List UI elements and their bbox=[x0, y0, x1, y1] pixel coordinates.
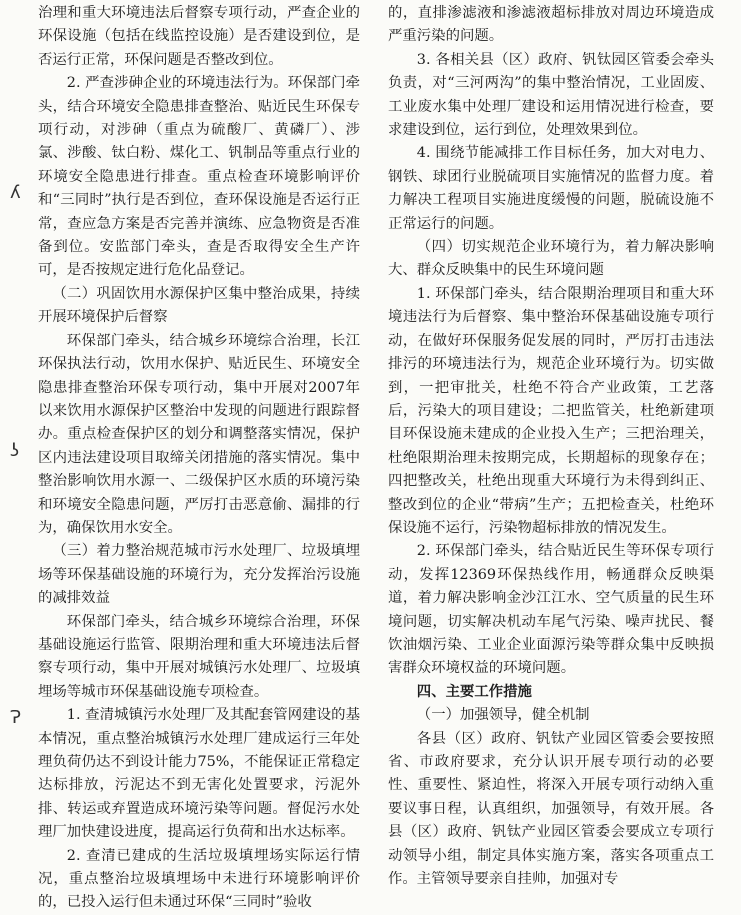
paragraph: 治理和重大环境违法后督察专项行动，严查企业的环保设施（包括在线监控设施）是否建设到位，是否运行正常，环保问题是否整改到位。 bbox=[38, 5, 360, 68]
right-column bbox=[388, 2, 714, 894]
paragraph: 4. 围绕节能减排工作目标任务，加大对电力、钢铁、球团行业脱硫项目实施情况的监督力度。着力解决工程项目实施进度缓慢的问题，脱硫设施不正常运行的问题。 bbox=[388, 145, 714, 232]
paragraph: 各县（区）政府、钒钛产业园区管委会要按照省、市政府要求，充分认识开展专项行动的必要性、重要性、紧迫性，将深入开展专项行动纳入重要议事日程，认真组织，加强领导，有效开展。各县（区）政府、钒钛产业园区管委会要成立专项行动领导小组，制定具体实施方案，落实各项重点工作。主管领导要亲自挂帅，加强对专 bbox=[388, 730, 714, 888]
paragraph: 2. 查清已建成的生活垃圾填埋场实际运行情况，重点整治垃圾填埋场中未进行环境影响评价的，已投入运行但未通过环保“三同时”验收 bbox=[38, 847, 360, 911]
section-heading: （二）巩固饮用水源保护区集中整治成果，持续开展环境保护后督察 bbox=[38, 285, 360, 326]
section-heading: （一）加强领导，健全机制 bbox=[416, 707, 590, 724]
chapter-heading: 四、主要工作措施 bbox=[416, 683, 532, 700]
paragraph: 环保部门牵头，结合城乡环境综合治理，长江环保执法行动，饮用水保护、贴近民生、环境安全隐患排查整治环保专项行动，集中开展对2007年以来饮用水源保护区整治中发现的问题进行跟踪督办。重点检查保护区的划分和调整落实情况，保护区内违法建设项目取缔关闭措施的落实情况。集中整治影响饮用水源一、二级保护区水质的环境污染和环境安全隐患问题，严厉打击恶意偷、漏排的行为，确保饮用水安全。 bbox=[38, 332, 360, 536]
section-heading: （四）切实规范企业环境行为，着力解决影响大、群众反映集中的民生环境问题 bbox=[388, 239, 714, 279]
margin-annotation-mark: Ɂ bbox=[10, 707, 21, 728]
paragraph: 1. 环保部门牵头，结合限期治理项目和重大环境违法行为后督察、集中整治环保基础设施专项行动，在做好环保服务促发展的同时，严厉打击违法排污的环境违法行为，规范企业环境行为。切实做到，一把审批关，杜绝不符合产业政策，工艺落后，污染大的项目建设；二把监管关，杜绝新建项目环保设施未建成的企业投入生产；三把治理关，杜绝限期治理未按期完成，长期超标的现象存在；四把整改关，杜绝出现重大环境行为未得到纠正、整改到位的企业“带病”生产；五把检查关，杜绝环保设施不运行，污染物超标排放的情况发生。 bbox=[388, 285, 714, 536]
section-heading: （三）着力整治规范城市污水处理厂、垃圾填埋场等环保基础设施的环境行为，充分发挥治污设施的减排效益 bbox=[38, 543, 360, 607]
margin-annotation-mark: ʖ bbox=[10, 440, 20, 461]
paragraph: 环保部门牵头，结合城乡环境综合治理，环保基础设施运行监管、限期治理和重大环境违法后督察专项行动，集中开展对城镇污水处理厂、垃圾填埋场等城市环保基础设施专项检查。 bbox=[38, 613, 360, 700]
left-column bbox=[38, 2, 360, 911]
paragraph: 1. 查清城镇污水处理厂及其配套管网建设的基本情况，重点整治城镇污水处理厂建成运行三年处理负荷仍达不到设计能力75%，不能保证正常稳定达标排放，污泥达不到无害化处置要求，污泥外排、转运或弃置造成环境污染等问题。督促污水处理厂加快建设进度，提高运行负荷和出水达标率。 bbox=[38, 707, 360, 841]
paragraph: 2. 严查涉砷企业的环境违法行为。环保部门牵头，结合环境安全隐患排查整治、贴近民生环保专项行动，对涉砷（重点为硫酸厂、黄磷厂）、涉氯、涉酸、钛白粉、煤化工、钒制品等重点行业的环境安全隐患进行排查。重点检查环境影响评价和“三同时”执行是否到位，查环保设施是否运行正常，查应急方案是否完善并演练、应急物资是否准备到位。安监部门牵头，查是否取得安全生产许可，是否按规定进行危化品登记。 bbox=[38, 75, 360, 279]
margin-annotation-mark: ʎ bbox=[10, 182, 21, 203]
paragraph: 3. 各相关县（区）政府、钒钛园区管委会牵头负责，对“三河两沟”的集中整治情况，工业固废、工业废水集中处理厂建设和运用情况进行检查，要求建设到位，运行到位，处理效果到位。 bbox=[388, 51, 714, 139]
paragraph: 的，直排渗滤液和渗滤液超标排放对周边环境造成严重污染的问题。 bbox=[388, 5, 714, 45]
paragraph: 2. 环保部门牵头，结合贴近民生等环保专项行动，发挥12369环保热线作用，畅通群众反映渠道，着力解决影响金沙江江水、空气质量的民生环境问题，切实解决机动车尾气污染、噪声扰民、餐饮油烟污染、工业企业面源污染等群众集中反映损害群众环境权益的环境问题。 bbox=[388, 543, 714, 677]
